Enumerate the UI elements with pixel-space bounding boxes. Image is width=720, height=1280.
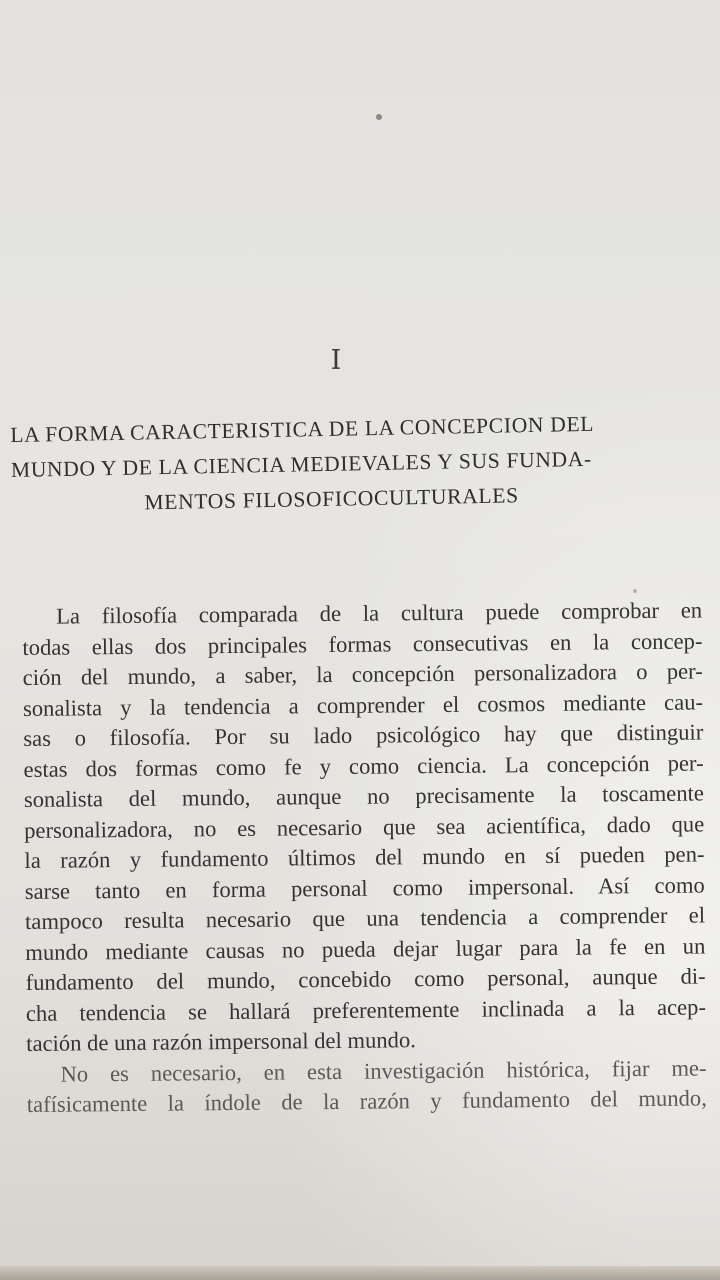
text-line: La filosofía comparada de la cultura puede comprobar en bbox=[56, 597, 703, 629]
text-line: ción del mundo, a saber, la concepción personalizadora o per- bbox=[22, 658, 703, 690]
chapter-title-line: MUNDO Y DE LA CIENCIA MEDIEVALES Y SUS FUNDA- bbox=[10, 446, 593, 482]
chapter-title bbox=[10, 405, 692, 523]
text-line: tampoco resulta necesario que una tendencia a comprender el bbox=[24, 902, 706, 934]
text-line: fundamento del mundo, concebido como personal, aunque di- bbox=[25, 963, 706, 995]
text-line: tafísicamente la índole de la razón y fundamento del mundo, bbox=[26, 1085, 707, 1117]
text-line: personalizadora, no es necesario que sea acientífica, dado que bbox=[24, 810, 705, 843]
text-line: sarse tanto en forma personal como impersonal. Así como bbox=[24, 871, 705, 904]
paper-speck bbox=[633, 589, 637, 593]
text-line: No es necesario, en esta investigación histórica, fijar me- bbox=[60, 1054, 707, 1087]
text-line: todas ellas dos principales formas consecutivas en la concep- bbox=[22, 627, 703, 660]
text-line: tación de una razón impersonal del mundo. bbox=[26, 1027, 416, 1056]
text-line: mundo mediante causas no pueda dejar lugar para la fe en un bbox=[25, 932, 706, 965]
text-line: sonalista del mundo, aunque no precisamente la toscamente bbox=[23, 780, 704, 812]
chapter-title-line: LA FORMA CARACTERISTICA DE LA CONCEPCION DEL bbox=[10, 411, 595, 447]
body-text bbox=[22, 595, 707, 1120]
text-line: sas o filosofía. Por su lado psicológico hay que distinguir bbox=[23, 719, 704, 751]
text-line: sonalista y la tendencia a comprender el cosmos mediante cau- bbox=[22, 688, 704, 721]
paper-speck bbox=[376, 114, 382, 120]
text-line: estas dos formas como fe y como ciencia. La concepción per- bbox=[23, 749, 704, 782]
text-line: cha tendencia se hallará preferentemente inclinada a la acep- bbox=[25, 993, 707, 1026]
text-line: la razón y fundamento últimos del mundo en sí pueden pen- bbox=[24, 841, 705, 873]
chapter-title-line: MENTOS FILOSOFICOCULTURALES bbox=[144, 483, 519, 515]
page-bottom-edge bbox=[0, 1266, 720, 1280]
chapter-number: I bbox=[330, 345, 342, 376]
